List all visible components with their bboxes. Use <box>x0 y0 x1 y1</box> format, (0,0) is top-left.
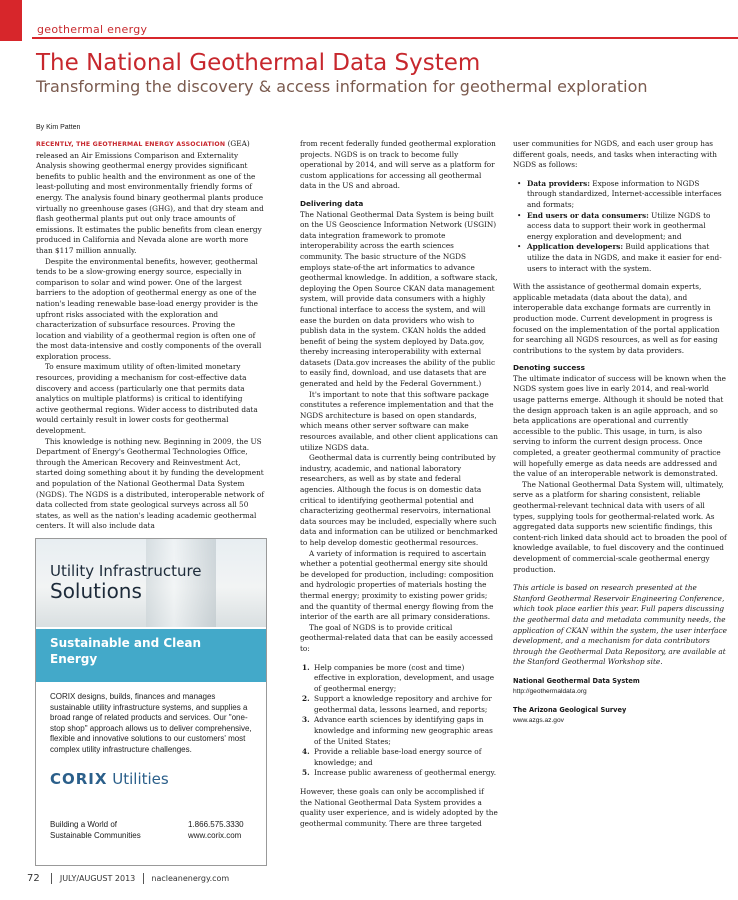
user-groups-list <box>513 179 727 274</box>
section-heading: Denoting success <box>513 363 585 373</box>
header-rule <box>32 37 738 39</box>
list-item: 3. Advance earth sciences by identifying gaps in knowledge and informing new geographic areas of the United States; <box>302 715 493 746</box>
paragraph: from recent federally funded geothermal exploration projects. NGDS is on track to become fully operational by 2014, and will serve as a platform for custom applications for accessing all geothermal data in the US and abroad. <box>300 139 496 191</box>
page-footer <box>27 873 229 884</box>
list-item: • Data providers: Expose information to NGDS through standardized, Internet-accessible interfaces and formats; <box>527 179 727 211</box>
corix-logo: CORIX Utilities <box>50 770 169 788</box>
ad-headline-line: Solutions <box>50 579 142 603</box>
article-note: This article is based on research presented at the Stanford Geothermal Reservoir Engineering Conference, which took place earlier this year. Full papers discussing the geothermal data and metadata community needs, the application of CKAN within the system, the user interface development, and a mechanism for data contributors through the Geothermal Data Repository, are available at the Stanford Geothermal Workshop site. <box>513 583 727 667</box>
ad-headline <box>50 561 202 601</box>
ad-headline-line: Utility Infrastructure <box>50 562 202 580</box>
issue-date: JULY/AUGUST 2013 <box>59 874 136 883</box>
corix-advertisement[interactable] <box>35 538 267 866</box>
list-item: • End users or data consumers: Utilize NGDS to access data to support their work in geothermal energy exploration and development; and <box>527 211 727 243</box>
article-subtitle: Transforming the discovery & access information for geothermal exploration <box>36 77 648 96</box>
paragraph: With the assistance of geothermal domain experts, applicable metadata (data about the data), and interoperable data exchange formats are currently in production mode. Current development in progress is focused on the implementation of the portal application for searching all NGDS resources, as well as for easing contributions to the system by data providers. <box>513 282 720 355</box>
section-color-block <box>0 0 22 41</box>
paragraph <box>36 139 266 257</box>
byline: By Kim Patten <box>36 124 81 131</box>
section-label: geothermal energy <box>37 23 148 36</box>
page-number: 72 <box>27 873 40 884</box>
paragraph: However, these goals can only be accomplished if the National Geothermal Data System provides a quality user experience, and is widely adopted by the geothermal community. There are three targeted <box>300 787 498 828</box>
article-title: The National Geothermal Data System <box>36 50 481 76</box>
column-2 <box>300 139 498 829</box>
source-title: National Geothermal Data System <box>513 676 640 685</box>
ad-phone: 1.866.575.3330 <box>188 820 244 829</box>
section-heading: Delivering data <box>300 198 364 208</box>
ad-band-text: Sustainable and Clean Energy <box>50 636 202 666</box>
list-item: 1. Help companies be more (cost and time) effective in exploration, development, and usage of geothermal energy; <box>302 662 495 693</box>
paragraph: The National Geothermal Data System is being built on the US Geoscience Information Network (USGIN) data integration framework to promote interoperability across the earth sciences community. The basic structure of the NGDS employs state-of-the art informatics to advance geothermal knowledge. In addition, a software stack, deploying the Open Source CKAN data management system, will provide data consumers with a highly functional interface to access the system, and will ease the burden on data providers who wish to publish data in the system. CKAN holds the added benefit of being the system deployed by Data.gov, thereby increasing interoperability with external datasets (Data.gov increases the ability of the public to easily find, download, and use datasets that are generated and held by the Federal Government.) <box>300 209 498 389</box>
paragraph: A variety of information is required to ascertain whether a potential geothermal energy site should be developed for production, including: composition and hydrologic properties of materials hosting the thermal energy; proximity to existing power grids; and the quantity of thermal energy flowing from the interior of the earth are all primary considerations. <box>300 548 494 622</box>
site-name: nacleanenergy.com <box>151 874 230 883</box>
list-item: 4. Provide a reliable base-load energy source of knowledge; and <box>302 747 482 767</box>
paragraph-text: (GEA) released an Air Emissions Comparison and Externality Analysis showing geothermal energy provides significant benefits to public health and the environment as one of the least-polluting and most environmentally friendly forms of energy. The analysis found binary geothermal plants produce virtually no greenhouse gases (GHG), and that dry steam and flash geothermal plants put out only trace amounts of emissions. It estimates the public benefits from clean energy produced in California and Nevada alone are worth more than $117 million annually. <box>36 139 264 255</box>
column-1 <box>36 139 266 532</box>
list-item: • Application developers: Build applications that utilize the data in NGDS, and make it easier for end-users to interact with the system. <box>527 242 727 274</box>
paragraph: Geothermal data is currently being contributed by industry, academic, and national laboratory researchers, as well as by state and federal agencies. Although the focus is on domestic data critical to identifying geothermal potential and characterizing geothermal reservoirs, international data sources may be included, especially where such data and information can be utilized or benchmarked to help develop domestic geothermal resources. <box>300 453 498 547</box>
paragraph: It's important to note that this software package constitutes a reference implementation and that the NGDS architecture is based on open standards, which means other server software can make resources available, and other client applications can utilize NGDS data. <box>300 389 498 452</box>
paragraph: The National Geothermal Data System will, ultimately, serve as a platform for sharing consistent, reliable geothermal-relevant technical data with users of all types, supplying tools for geothermal-related work. As aggregated data supports new scientific findings, this content-rich linked data should act to broaden the pool of knowledge available, to fuel discovery and the continued development of commercial-scale geothermal energy production. <box>513 479 727 574</box>
paragraph: Despite the environmental benefits, however, geothermal tends to be a slow-growing energy source, especially in comparison to solar and wind power. One of the largest barriers to the adoption of geothermal energy as one of the nation's leading renewable base-load energy provider is the upfront risks associated with the exploration and characterization of subsurface resources. Proving the location and viability of a geothermal region is often one of the most data-intensive and costly components of the overall exploration process. <box>36 256 262 361</box>
list-item: 2. Support a knowledge repository and archive for geothermal data, lessons learned, and reports; <box>302 694 492 714</box>
paragraph: To ensure maximum utility of often-limited monetary resources, providing a mechanism for cost-effective data discovery and access (particularly one that permits data analytics on multiple platforms) is critical to identifying active geothermal regions. Wider access to distributed data would certainly result in lower costs for geothermal development. <box>36 362 258 436</box>
ad-tagline: Building a World of Sustainable Communities <box>50 820 141 840</box>
header-bar <box>0 0 738 46</box>
list-item: 5. Increase public awareness of geothermal energy. <box>302 768 497 778</box>
ad-body-text: CORIX designs, builds, finances and manages sustainable utility infrastructure systems, and supplies a broad range of related products and services. Our "one-stop shop" approach allows us to deliver comprehensive, flexible and innovative solutions to our customers' most complex utility infrastructure challenges. <box>50 692 252 754</box>
footer-divider <box>51 873 52 884</box>
goals-list <box>300 663 498 780</box>
ad-contact <box>188 819 244 841</box>
footer-divider <box>143 873 144 884</box>
ad-website[interactable]: www.corix.com <box>188 831 242 840</box>
paragraph: The goal of NGDS is to provide critical geothermal-related data that can be easily accessed to: <box>300 622 494 653</box>
column-3 <box>513 139 727 726</box>
paragraph: user communities for NGDS, and each user group has different goals, needs, and tasks when interacting with NGDS as follows: <box>513 139 717 170</box>
source-link[interactable]: http://geothermaldata.org <box>513 687 587 695</box>
paragraph: The ultimate indicator of success will be known when the NGDS system goes live in early 2014, and real-world usage patterns emerge. Although it should be noted that the design approach taken is an agile approach, and so beta applications are operational and currently accessible to the public. This usage, in turn, is also serving to inform the current design process. Once completed, a greater geothermal community of practice will hopefully emerge as data needs are addressed and the value of an interoperable network is demonstrated. <box>513 373 726 479</box>
source-title: The Arizona Geological Survey <box>513 706 627 715</box>
paragraph: This knowledge is nothing new. Beginning in 2009, the US Department of Energy's Geothermal Technologies Office, through the American Recovery and Reinvestment Act, started doing something about it by funding the development and population of the National Geothermal Data System (NGDS). The NGDS is a distributed, interoperable network of data collected from state geological surveys across all 50 states, as well as the nation's leading academic geothermal centers. It will also include data <box>36 436 265 531</box>
lead-in: RECENTLY, THE GEOTHERMAL ENERGY ASSOCIATION <box>36 141 226 148</box>
source-link[interactable]: www.azgs.az.gov <box>513 716 564 724</box>
